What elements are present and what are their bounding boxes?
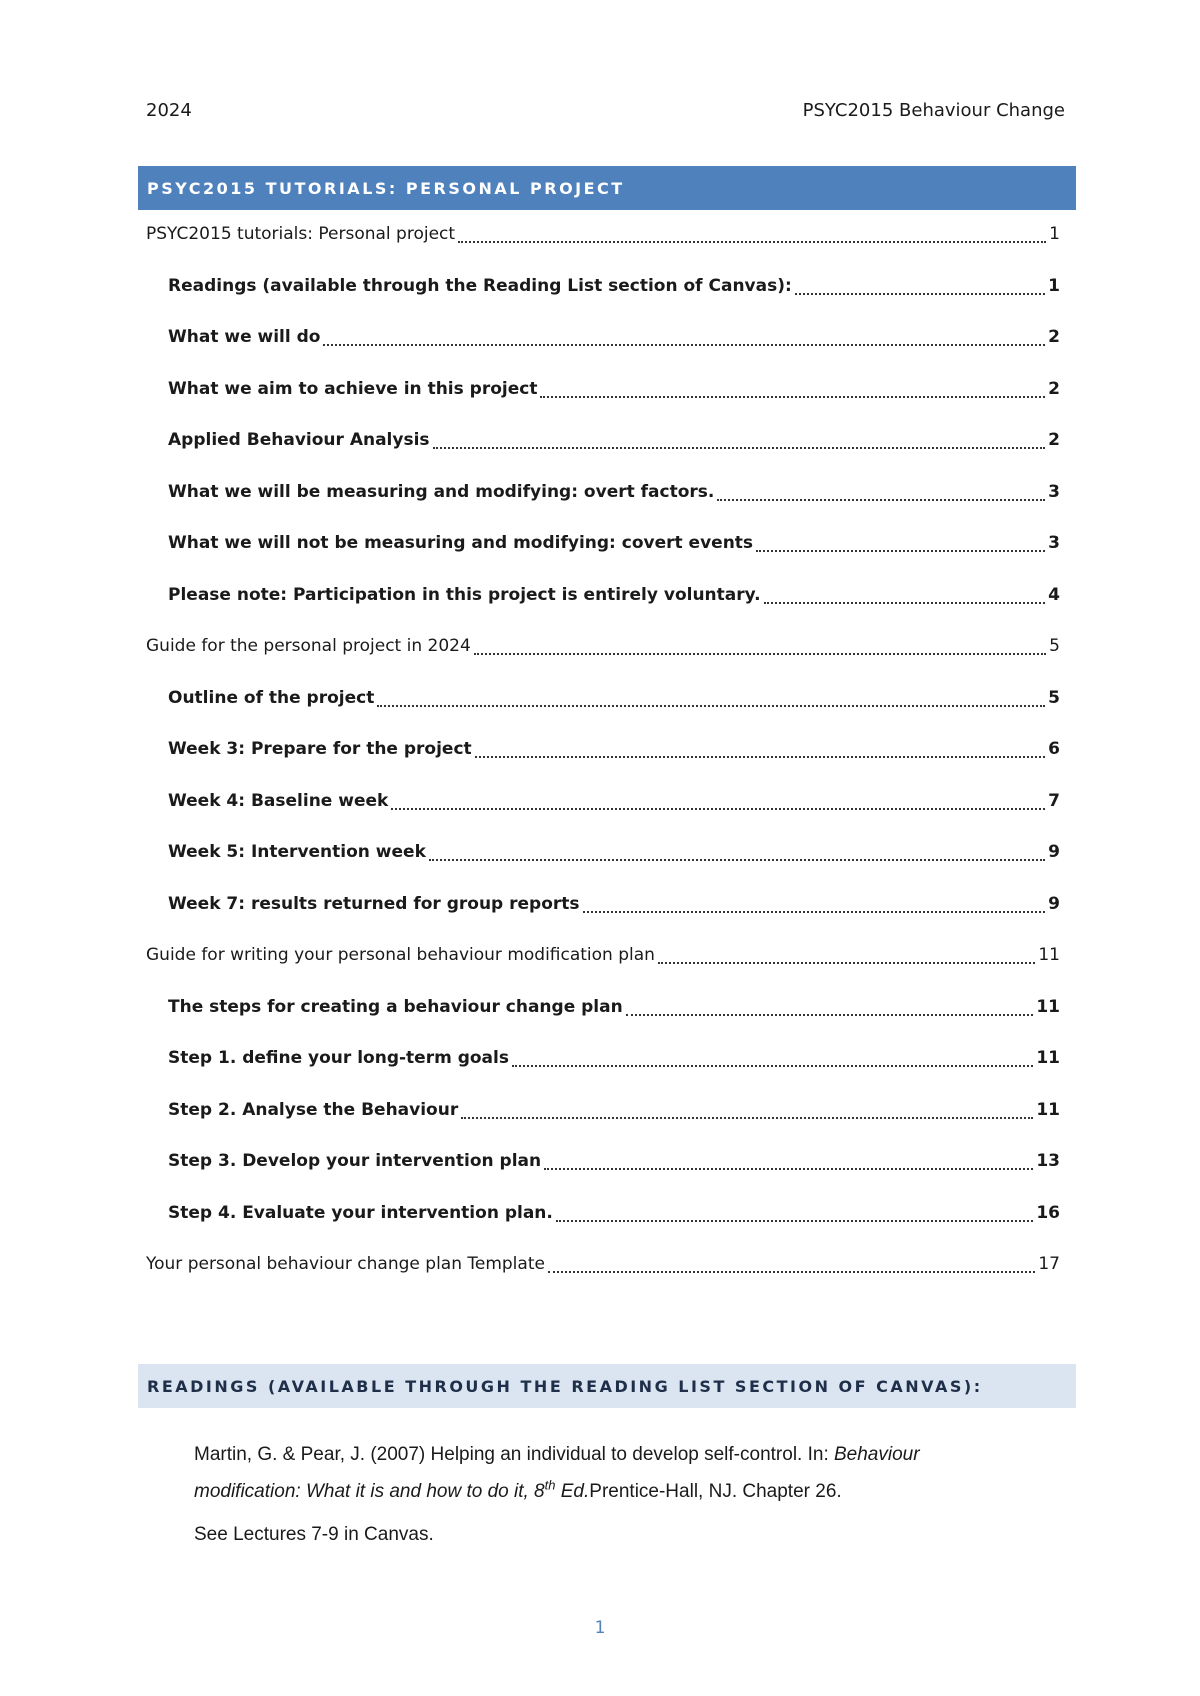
toc-entry[interactable] <box>146 482 1060 534</box>
toc-entry[interactable] <box>146 945 1060 997</box>
toc-entry-label: Guide for the personal project in 2024 <box>146 636 471 656</box>
toc-entry[interactable] <box>146 1048 1060 1100</box>
toc-entry[interactable] <box>146 327 1060 379</box>
toc-entry[interactable] <box>146 1151 1060 1203</box>
toc-leader-dots <box>377 688 1045 707</box>
toc-entry-page: 9 <box>1048 893 1060 914</box>
reading-reference <box>194 1436 1014 1510</box>
toc-entry-label: The steps for creating a behaviour change plan <box>168 996 623 1017</box>
toc-leader-dots <box>583 894 1046 913</box>
toc-entry-page: 5 <box>1049 636 1060 656</box>
toc-entry-label: Step 1. define your long-term goals <box>168 1048 509 1068</box>
toc-leader-dots <box>540 379 1045 398</box>
toc-entry[interactable] <box>146 1203 1060 1255</box>
toc-entry-label: Step 4. Evaluate your intervention plan. <box>168 1202 553 1223</box>
toc-leader-dots <box>391 791 1045 810</box>
toc-entry[interactable] <box>146 688 1060 740</box>
reference-authors: Martin, G. & Pear, J. (2007) Helping an individual to develop self-control. In: <box>194 1444 834 1465</box>
toc-entry[interactable] <box>146 636 1060 688</box>
toc-entry-label: Step 3. Develop your intervention plan <box>168 1151 542 1171</box>
reference-publisher: Prentice-Hall, NJ. Chapter 26. <box>589 1481 842 1502</box>
toc-leader-dots <box>795 276 1045 295</box>
toc-entry[interactable] <box>146 997 1060 1049</box>
toc-entry-page: 6 <box>1048 739 1060 759</box>
toc-entry-label: What we will not be measuring and modifying: covert events <box>168 533 754 553</box>
toc-entry[interactable] <box>146 379 1060 431</box>
toc-entry-label: Please note: Participation in this project is entirely voluntary. <box>168 584 761 605</box>
toc-entry[interactable] <box>146 533 1060 585</box>
toc-entry-page: 11 <box>1036 1099 1060 1120</box>
toc-entry-label: Week 7: results returned for group reports <box>168 893 580 914</box>
toc-entry-page: 11 <box>1038 945 1060 965</box>
toc-entry-label: Guide for writing your personal behaviour modification plan <box>146 945 655 965</box>
toc-leader-dots <box>556 1203 1033 1222</box>
toc-entry-label: What we aim to achieve in this project <box>168 378 538 399</box>
header-year: 2024 <box>146 100 192 121</box>
toc-entry[interactable] <box>146 276 1060 328</box>
toc-entry-label: Week 5: Intervention week <box>168 842 426 862</box>
toc-entry[interactable] <box>146 1100 1060 1152</box>
toc-leader-dots <box>475 739 1045 758</box>
section-banner-title: PSYC2015 TUTORIALS: PERSONAL PROJECT <box>138 166 1076 210</box>
toc-entry-label: Week 3: Prepare for the project <box>168 739 472 759</box>
toc-leader-dots <box>756 533 1045 552</box>
toc-entry-page: 1 <box>1049 224 1060 244</box>
toc-entry-page: 2 <box>1048 378 1060 399</box>
toc-leader-dots <box>433 430 1046 449</box>
toc-entry-page: 2 <box>1048 430 1060 450</box>
toc-entry-page: 3 <box>1048 481 1060 502</box>
toc-leader-dots <box>474 636 1046 655</box>
toc-leader-dots <box>461 1100 1033 1119</box>
toc-entry-page: 13 <box>1036 1151 1060 1171</box>
toc-entry-page: 4 <box>1048 584 1060 605</box>
toc-entry-page: 1 <box>1048 275 1060 296</box>
toc-leader-dots <box>717 482 1045 501</box>
toc-entry[interactable] <box>146 585 1060 637</box>
toc-entry[interactable] <box>146 224 1060 276</box>
toc-leader-dots <box>548 1254 1035 1273</box>
toc-entry-label: Outline of the project <box>168 687 375 708</box>
toc-leader-dots <box>626 997 1034 1016</box>
toc-entry-page: 16 <box>1036 1202 1060 1223</box>
toc-leader-dots <box>429 842 1045 861</box>
toc-entry-page: 9 <box>1048 842 1060 862</box>
toc-entry[interactable] <box>146 430 1060 482</box>
toc-entry-page: 11 <box>1036 1048 1060 1068</box>
toc-entry-label: Step 2. Analyse the Behaviour <box>168 1099 459 1120</box>
toc-leader-dots <box>458 224 1046 243</box>
toc-leader-dots <box>323 327 1045 346</box>
toc-entry-page: 11 <box>1036 996 1060 1017</box>
toc-leader-dots <box>544 1151 1033 1170</box>
toc-entry-page: 2 <box>1048 327 1060 347</box>
toc-leader-dots <box>512 1048 1033 1067</box>
reference-edition: Ed. <box>555 1481 590 1502</box>
lectures-note: See Lectures 7-9 in Canvas. <box>194 1524 434 1545</box>
toc-entry-label: Readings (available through the Reading List section of Canvas): <box>168 275 792 296</box>
page-number: 1 <box>594 1618 606 1638</box>
toc-entry[interactable] <box>146 739 1060 791</box>
toc-entry-page: 3 <box>1048 533 1060 553</box>
table-of-contents <box>146 224 1060 1306</box>
toc-entry-label: Applied Behaviour Analysis <box>168 430 430 450</box>
header-course: PSYC2015 Behaviour Change <box>802 100 1065 121</box>
toc-leader-dots <box>764 585 1046 604</box>
toc-entry[interactable] <box>146 1254 1060 1306</box>
toc-entry-label: PSYC2015 tutorials: Personal project <box>146 224 456 244</box>
toc-entry-label: What we will do <box>168 327 321 347</box>
toc-entry-label: Your personal behaviour change plan Template <box>146 1254 545 1274</box>
toc-entry-page: 5 <box>1048 687 1060 708</box>
toc-entry[interactable] <box>146 791 1060 843</box>
toc-entry-label: Week 4: Baseline week <box>168 790 389 811</box>
toc-entry[interactable] <box>146 842 1060 894</box>
toc-entry-page: 17 <box>1038 1254 1060 1274</box>
toc-entry-label: What we will be measuring and modifying: overt factors. <box>168 481 715 502</box>
reference-book-title: Behaviour modification: What it is and how to do it, 8 <box>194 1444 920 1502</box>
toc-leader-dots <box>658 945 1035 964</box>
readings-heading: READINGS (AVAILABLE THROUGH THE READING LIST SECTION OF CANVAS): <box>138 1364 1076 1408</box>
toc-entry-page: 7 <box>1048 790 1060 811</box>
toc-entry[interactable] <box>146 894 1060 946</box>
reference-edition-sup: th <box>544 1477 556 1493</box>
